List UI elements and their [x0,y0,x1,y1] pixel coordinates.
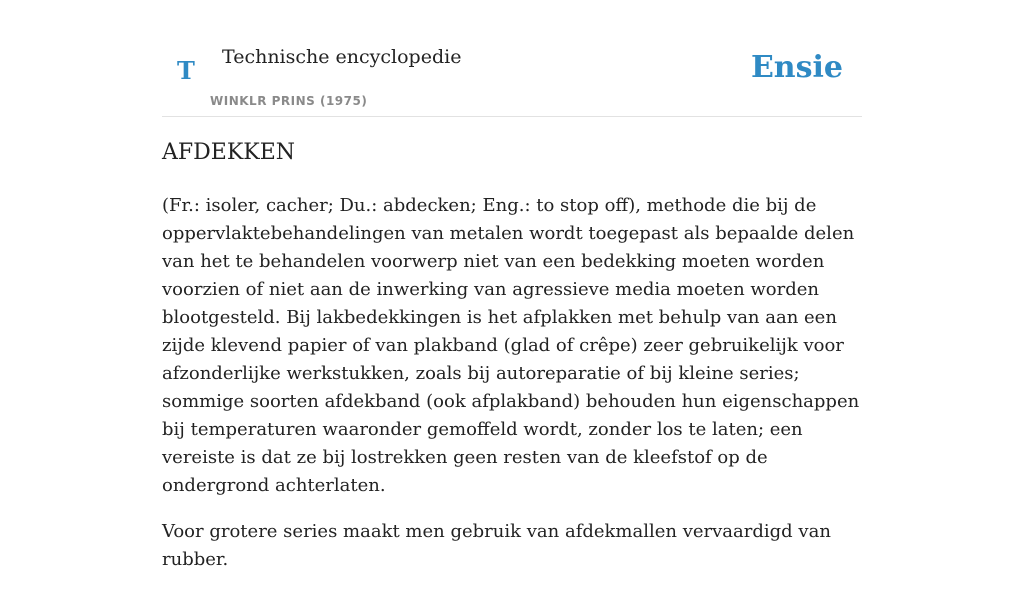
book-source: WINKLR PRINS (1975) [210,94,368,108]
entry-body [162,192,862,592]
entry-title: AFDEKKEN [162,140,296,165]
entry-paragraph: Voor grotere series maakt men gebruik van afdekmallen vervaardigd van rubber. [162,521,831,570]
header [162,0,862,117]
entry-paragraph: (Fr.: isoler, cacher; Du.: abdecken; Eng.: to stop off), methode die bij de oppervlaktebehandelingen van metalen wordt toegepast als bepaalde delen van het te behandelen voorwerp niet van een bedekking moeten worden voorzien of niet aan de inwerking van agressieve media moeten worden blootgesteld. Bij lakbedekkingen is het afplakken met behulp van aan een zijde klevend papier of van plakband (glad of crêpe) zeer gebruikelijk voor afzonderlijke werkstukken, zoals bij autoreparatie of bij kleine series; sommige soorten afdekband (ook afplakband) behouden hun eigenschappen bij temperaturen waaronder gemoffeld wordt, zonder los te laten; een vereiste is dat ze bij lostrekken geen resten van de kleefstof op de ondergrond achterlaten. [162,195,860,496]
book-logo-icon[interactable]: T [177,56,195,85]
book-title[interactable]: Technische encyclopedie [222,46,462,68]
brand-logo[interactable]: Ensie [750,50,843,85]
